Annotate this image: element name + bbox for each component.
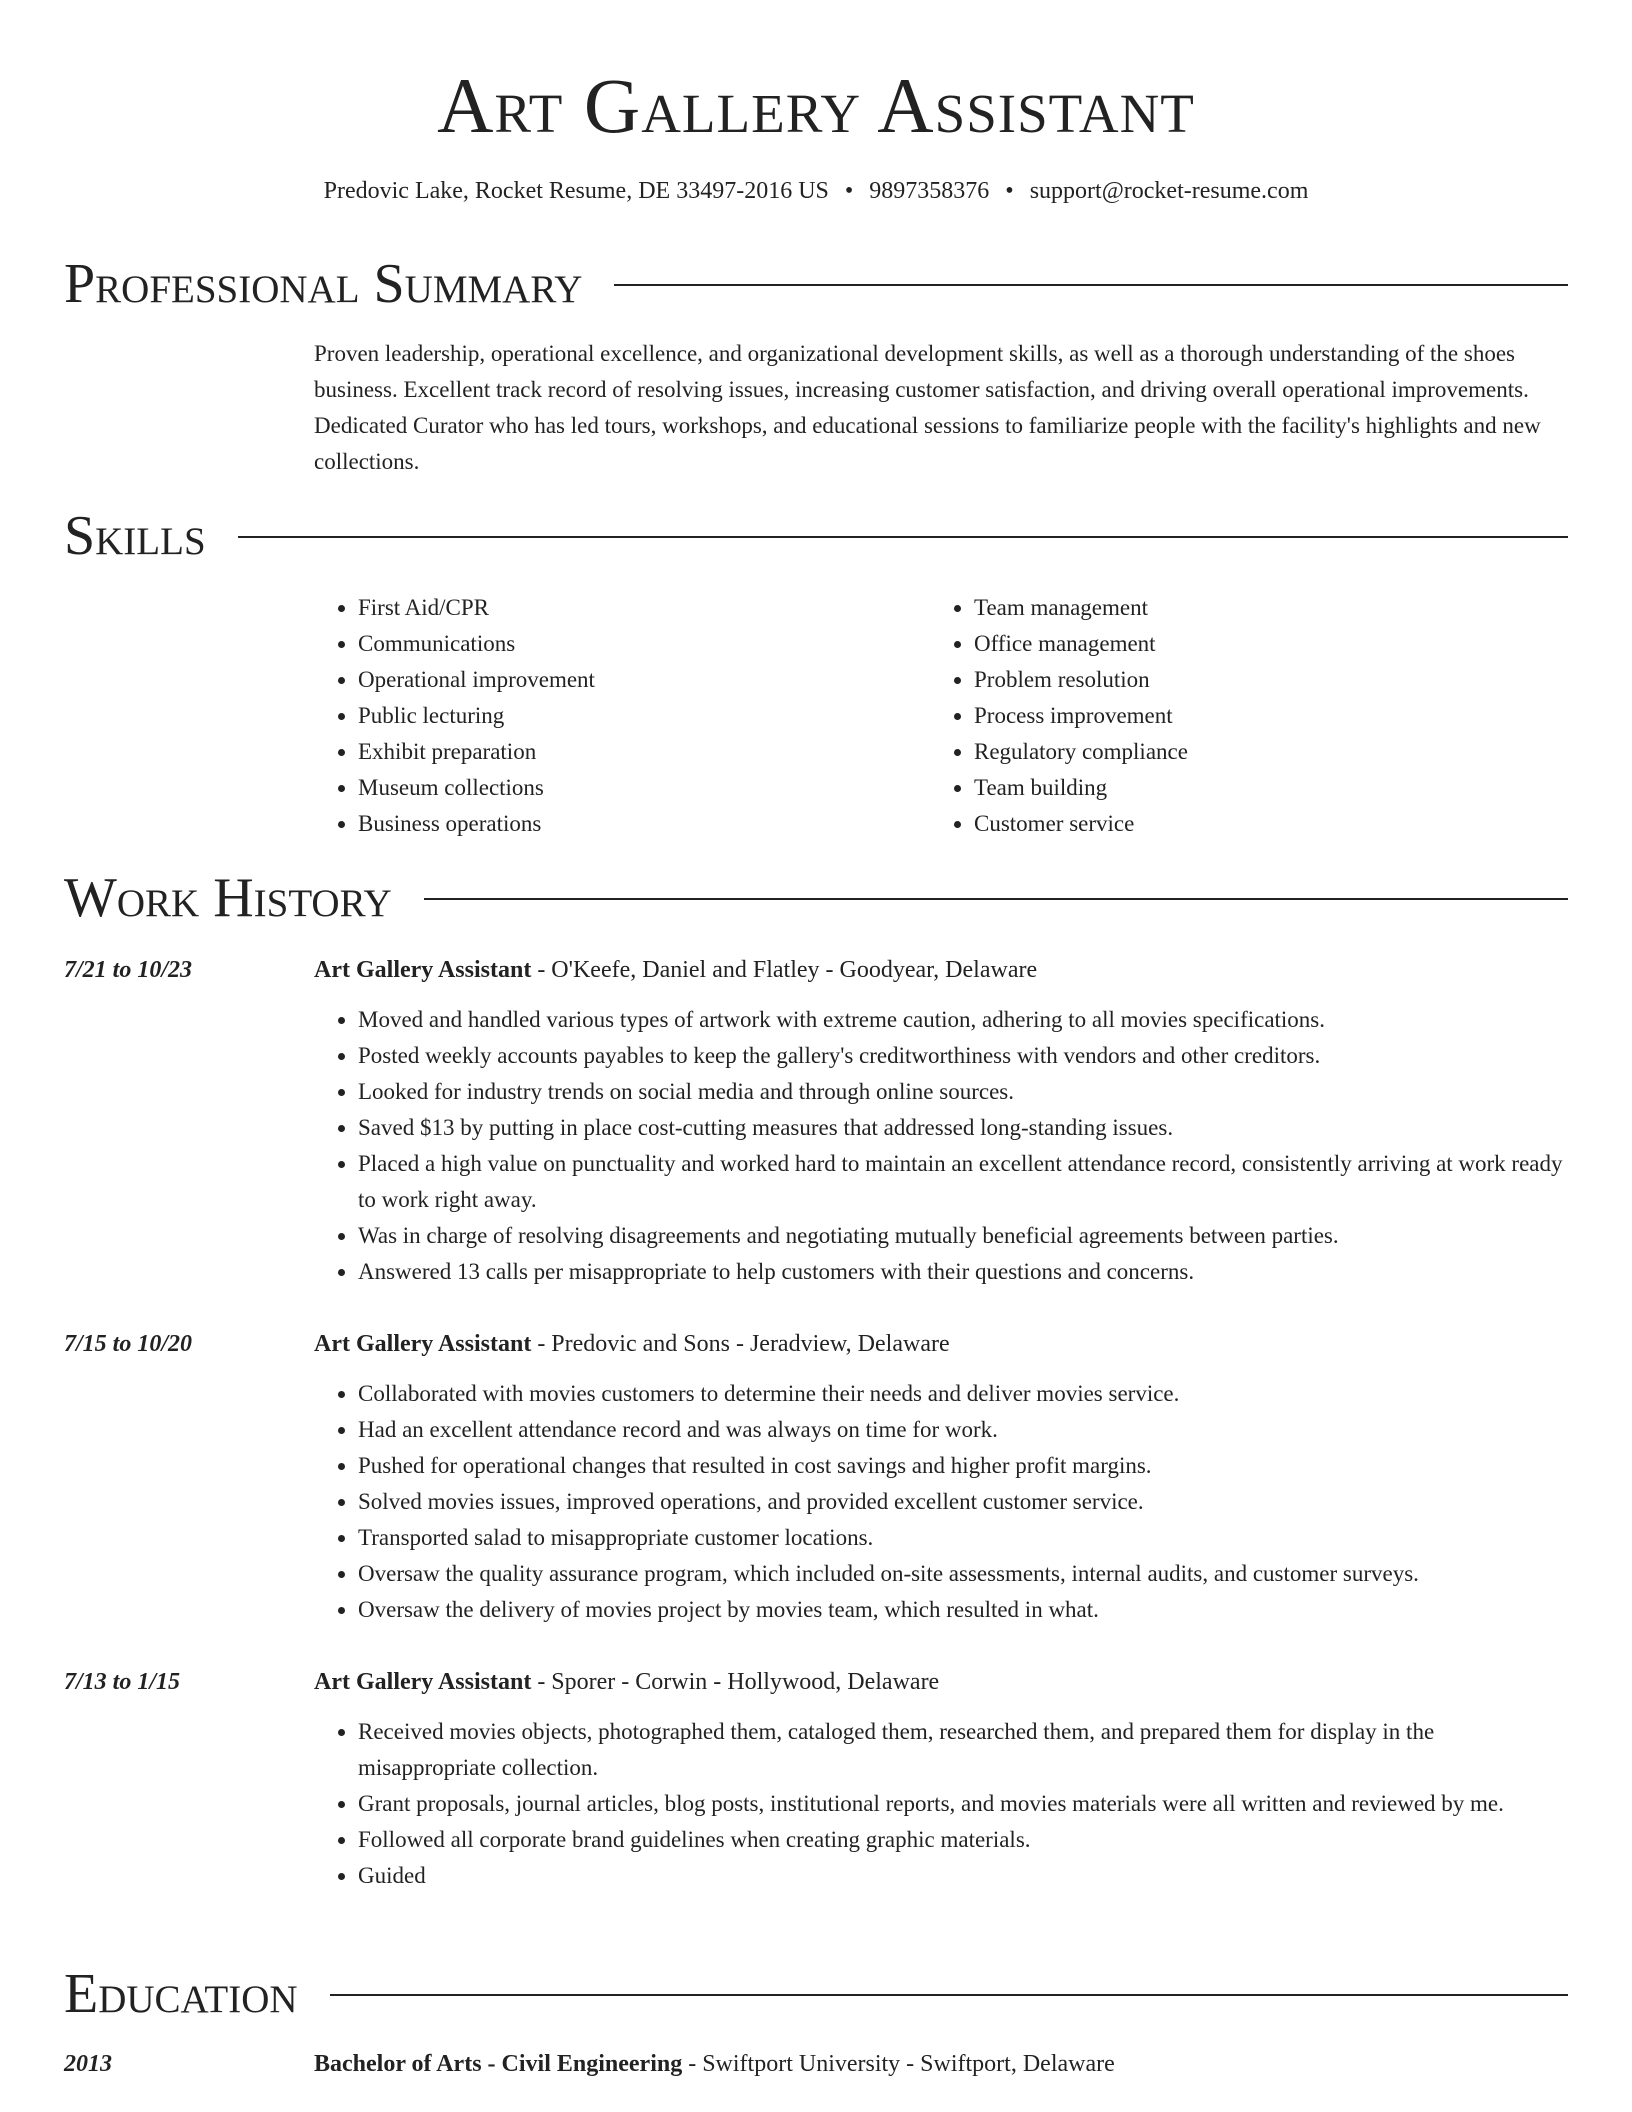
job-employer: - Sporer - Corwin - Hollywood, Delaware <box>531 1669 940 1695</box>
skill-item: • Communications <box>358 626 918 662</box>
job-employer: - O'Keefe, Daniel and Flatley - Goodyear, Delaware <box>531 957 1038 983</box>
work-bullet: • Oversaw the quality assurance program, which included on-site assessments, internal audits, and customer surveys. <box>358 1556 1568 1592</box>
work-bullet: • Followed all corporate brand guidelines when creating graphic materials. <box>358 1822 1568 1858</box>
work-bullets <box>314 1714 1568 1894</box>
work-dates: 7/13 to 1/15 <box>64 1669 181 1695</box>
section-title-education: Education <box>64 1963 298 2025</box>
work-bullet: • Was in charge of resolving disagreements and negotiating mutually beneficial agreements between parties. <box>358 1218 1568 1254</box>
work-dates: 7/15 to 10/20 <box>64 1331 193 1357</box>
work-bullet: • Received movies objects, photographed them, cataloged them, researched them, and prepared them for display in the misappropriate collection. <box>358 1714 1568 1786</box>
work-dates: 7/21 to 10/23 <box>64 957 193 983</box>
section-divider <box>330 1994 1568 1996</box>
work-bullet: • Solved movies issues, improved operations, and provided excellent customer service. <box>358 1484 1568 1520</box>
resume-name: Art Gallery Assistant <box>437 62 1195 149</box>
education-dates: 2013 <box>64 2051 112 2077</box>
section-divider <box>238 536 1568 538</box>
job-title: Art Gallery Assistant <box>314 1331 532 1357</box>
section-divider <box>614 284 1568 286</box>
work-bullet: • Oversaw the delivery of movies project by movies team, which resulted in what. <box>358 1592 1568 1628</box>
work-title-line <box>314 952 1568 988</box>
contact-phone: 9897358376 <box>869 178 990 204</box>
contact-line <box>64 174 1568 208</box>
skill-item: • Customer service <box>974 806 1534 842</box>
work-title-line <box>314 1664 1568 1700</box>
skill-item: • Problem resolution <box>974 662 1534 698</box>
contact-email[interactable]: support@rocket-resume.com <box>1029 178 1309 204</box>
contact-separator: • <box>1005 178 1014 204</box>
work-bullet: • Transported salad to misappropriate customer locations. <box>358 1520 1568 1556</box>
contact-separator: • <box>844 178 854 204</box>
skill-item: • Exhibit preparation <box>358 734 918 770</box>
work-bullet: • Placed a high value on punctuality and worked hard to maintain an excellent attendance record, consistently arriving at work ready to work right away. <box>358 1146 1568 1218</box>
education-section-header <box>64 1962 1568 2026</box>
job-employer: - Predovic and Sons - Jeradview, Delaware <box>531 1331 950 1357</box>
section-title-work-history: Work History <box>64 867 392 929</box>
work-bullet: • Answered 13 calls per misappropriate to help customers with their questions and concerns. <box>358 1254 1568 1290</box>
section-title-skills: Skills <box>64 505 206 567</box>
skill-item: • Museum collections <box>358 770 918 806</box>
work-bullet: • Posted weekly accounts payables to keep the gallery's creditworthiness with vendors and other creditors. <box>358 1038 1568 1074</box>
work-bullets <box>314 1002 1568 1290</box>
education-title-line <box>314 2046 1115 2082</box>
skill-item: • First Aid/CPR <box>358 590 918 626</box>
work-bullet: • Looked for industry trends on social media and through online sources. <box>358 1074 1568 1110</box>
skills-section-header <box>64 504 1568 568</box>
work-bullet: • Moved and handled various types of artwork with extreme caution, adhering to all movies specifications. <box>358 1002 1568 1038</box>
skill-item: • Business operations <box>358 806 918 842</box>
work-bullet: • Grant proposals, journal articles, blog posts, institutional reports, and movies materials were all written and reviewed by me. <box>358 1786 1568 1822</box>
skill-item: • Office management <box>974 626 1534 662</box>
education-degree: Bachelor of Arts - Civil Engineering <box>314 2051 683 2077</box>
skill-item: • Team building <box>974 770 1534 806</box>
job-title: Art Gallery Assistant <box>314 957 532 983</box>
work-bullet: • Had an excellent attendance record and was always on time for work. <box>358 1412 1568 1448</box>
work-bullet: • Saved $13 by putting in place cost-cutting measures that addressed long-standing issues. <box>358 1110 1568 1146</box>
work-title-line <box>314 1326 1568 1362</box>
work-bullet: • Guided <box>358 1858 1568 1894</box>
job-title: Art Gallery Assistant <box>314 1669 532 1695</box>
skill-item: • Regulatory compliance <box>974 734 1534 770</box>
skill-item: • Team management <box>974 590 1534 626</box>
work-bullet: • Pushed for operational changes that resulted in cost savings and higher profit margins. <box>358 1448 1568 1484</box>
skill-item: • Public lecturing <box>358 698 918 734</box>
skill-item: • Operational improvement <box>358 662 918 698</box>
section-divider <box>424 898 1568 900</box>
education-school: - Swiftport University - Swiftport, Delaware <box>682 2051 1115 2077</box>
summary-section-header <box>64 252 1568 316</box>
skill-item: • Process improvement <box>974 698 1534 734</box>
contact-address: Predovic Lake, Rocket Resume, DE 33497-2016 US <box>323 178 829 204</box>
work-bullet: • Collaborated with movies customers to determine their needs and deliver movies service. <box>358 1376 1568 1412</box>
skills-list-right <box>930 590 1534 842</box>
summary-text: Proven leadership, operational excellence, and organizational development skills, as well as a thorough understanding of the shoes business. Excellent track record of resolving issues, increasing customer satisfaction, and driving overall operational improvements. Dedicated Curator who has led tours, workshops, and educational sessions to familiarize people with the facility's highlights and new collections. <box>314 341 1541 474</box>
skills-list-left <box>314 590 918 842</box>
work-section-header <box>64 866 1568 930</box>
work-bullets <box>314 1376 1568 1628</box>
section-title-summary: Professional Summary <box>64 253 583 315</box>
